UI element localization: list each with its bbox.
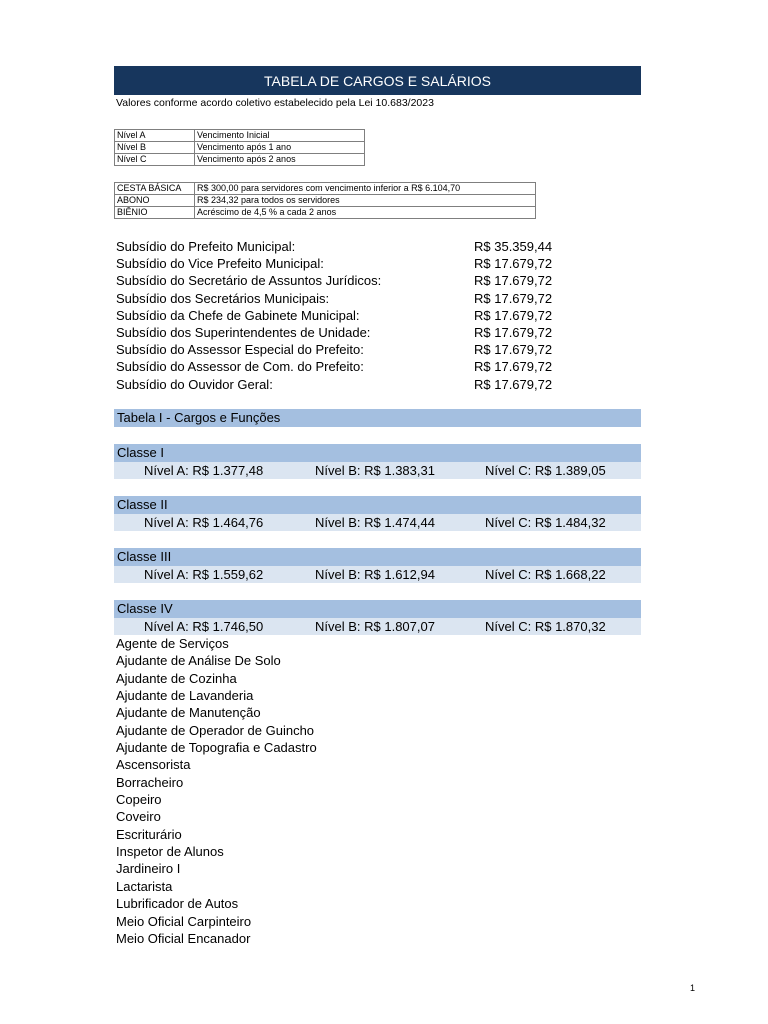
class-name: Classe III bbox=[117, 549, 172, 564]
list-item: Meio Oficial Carpinteiro bbox=[116, 913, 252, 929]
subsidy-row bbox=[116, 238, 566, 255]
subsidy-value: R$ 17.679,72 bbox=[474, 324, 553, 340]
subsidy-label: Subsídio do Assessor de Com. do Prefeito: bbox=[116, 359, 364, 375]
subsidy-value: R$ 17.679,72 bbox=[474, 376, 553, 392]
subsidy-label: Subsídio dos Secretários Municipais: bbox=[116, 290, 330, 306]
list-item: Ajudante de Lavanderia bbox=[116, 688, 254, 704]
subsidy-row bbox=[116, 376, 566, 393]
list-item: Jardineiro I bbox=[116, 861, 181, 877]
level-b-value: Nível B: R$ 1.474,44 bbox=[315, 515, 435, 530]
subsidy-row bbox=[116, 255, 566, 272]
class-levels-row bbox=[114, 514, 641, 531]
page-title-bar bbox=[114, 66, 641, 95]
subsidy-value: R$ 17.679,72 bbox=[474, 307, 553, 323]
page-number: 1 bbox=[690, 983, 696, 993]
table-title: Tabela I - Cargos e Funções bbox=[117, 410, 281, 425]
level-b-value: Nível B: R$ 1.612,94 bbox=[315, 567, 435, 582]
class-name: Classe I bbox=[117, 445, 164, 460]
subsidy-row bbox=[116, 307, 566, 324]
table-cell: CESTA BÁSICA bbox=[115, 183, 195, 195]
list-item: Lubrificador de Autos bbox=[116, 896, 239, 912]
list-item: Inspetor de Alunos bbox=[116, 844, 224, 860]
benefits-table bbox=[114, 182, 536, 219]
list-item: Copeiro bbox=[116, 792, 162, 808]
table-row bbox=[115, 183, 536, 195]
list-item: Ajudante de Operador de Guincho bbox=[116, 722, 315, 738]
subsidy-label: Subsídio do Prefeito Municipal: bbox=[116, 239, 296, 254]
table-cell: R$ 300,00 para servidores com vencimento inferior a R$ 6.104,70 bbox=[195, 183, 536, 195]
subsidy-value: R$ 17.679,72 bbox=[474, 359, 553, 375]
list-item: Coveiro bbox=[116, 809, 161, 825]
table-row bbox=[115, 154, 365, 166]
level-a-value: Nível A: R$ 1.559,62 bbox=[144, 567, 264, 582]
levels-table bbox=[114, 129, 365, 166]
level-c-value: Nível C: R$ 1.389,05 bbox=[485, 463, 606, 478]
table-row bbox=[115, 207, 536, 219]
subsidy-row bbox=[116, 290, 566, 307]
table-cell: Acréscimo de 4,5 % a cada 2 anos bbox=[195, 207, 536, 219]
list-item: Ajudante de Cozinha bbox=[116, 670, 237, 686]
table-cell: Nível B bbox=[115, 142, 195, 154]
subsidy-list bbox=[116, 238, 566, 393]
table-cell: ABONO bbox=[115, 195, 195, 207]
subsidy-value: R$ 17.679,72 bbox=[474, 290, 553, 306]
level-c-value: Nível C: R$ 1.484,32 bbox=[485, 515, 606, 530]
class-header bbox=[114, 600, 641, 618]
subsidy-value: R$ 17.679,72 bbox=[474, 342, 553, 358]
table-cell: R$ 234,32 para todos os servidores bbox=[195, 195, 536, 207]
job-list bbox=[116, 635, 317, 947]
subsidy-value: R$ 35.359,44 bbox=[474, 239, 553, 254]
subsidy-row bbox=[116, 358, 566, 375]
page-subtitle: Valores conforme acordo coletivo estabelecido pela Lei 10.683/2023 bbox=[116, 97, 434, 109]
subsidy-row bbox=[116, 324, 566, 341]
table-row bbox=[115, 142, 365, 154]
level-a-value: Nível A: R$ 1.377,48 bbox=[144, 463, 264, 478]
list-item: Agente de Serviços bbox=[116, 636, 229, 651]
class-header bbox=[114, 496, 641, 514]
subsidy-row bbox=[116, 272, 566, 289]
table-row bbox=[115, 130, 365, 142]
class-levels-row bbox=[114, 566, 641, 583]
list-item: Ajudante de Análise De Solo bbox=[116, 653, 281, 669]
table-cell: Vencimento Inicial bbox=[195, 130, 365, 142]
list-item: Meio Oficial Encanador bbox=[116, 930, 251, 946]
level-b-value: Nível B: R$ 1.807,07 bbox=[315, 619, 435, 634]
class-levels-row bbox=[114, 618, 641, 635]
list-item: Escriturário bbox=[116, 826, 182, 842]
subsidy-value: R$ 17.679,72 bbox=[474, 256, 553, 272]
class-header bbox=[114, 444, 641, 462]
list-item: Lactarista bbox=[116, 878, 173, 894]
level-a-value: Nível A: R$ 1.464,76 bbox=[144, 515, 264, 530]
list-item: Borracheiro bbox=[116, 774, 184, 790]
table-cell: Vencimento após 2 anos bbox=[195, 154, 365, 166]
level-a-value: Nível A: R$ 1.746,50 bbox=[144, 619, 264, 634]
table-row bbox=[115, 195, 536, 207]
class-header bbox=[114, 548, 641, 566]
list-item: Ascensorista bbox=[116, 757, 191, 773]
subsidy-label: Subsídio da Chefe de Gabinete Municipal: bbox=[116, 307, 360, 323]
subsidy-row bbox=[116, 341, 566, 358]
level-c-value: Nível C: R$ 1.870,32 bbox=[485, 619, 606, 634]
class-name: Classe IV bbox=[117, 601, 173, 616]
table-cell: Nível C bbox=[115, 154, 195, 166]
table-cell: Vencimento após 1 ano bbox=[195, 142, 365, 154]
page-title: TABELA DE CARGOS E SALÁRIOS bbox=[264, 72, 491, 89]
subsidy-label: Subsídio do Vice Prefeito Municipal: bbox=[116, 256, 324, 272]
subsidy-label: Subsídio do Ouvidor Geral: bbox=[116, 376, 273, 392]
level-c-value: Nível C: R$ 1.668,22 bbox=[485, 567, 606, 582]
subsidy-value: R$ 17.679,72 bbox=[474, 273, 553, 289]
table-cell: BIÊNIO bbox=[115, 207, 195, 219]
table-cell: Nível A bbox=[115, 130, 195, 142]
table-title-band bbox=[114, 409, 641, 427]
list-item: Ajudante de Topografia e Cadastro bbox=[116, 740, 317, 756]
subsidy-label: Subsídio dos Superintendentes de Unidade: bbox=[116, 324, 371, 340]
list-item: Ajudante de Manutenção bbox=[116, 705, 261, 721]
subsidy-label: Subsídio do Assessor Especial do Prefeito: bbox=[116, 342, 364, 358]
subsidy-label: Subsídio do Secretário de Assuntos Jurídicos: bbox=[116, 273, 382, 289]
class-name: Classe II bbox=[117, 497, 168, 512]
level-b-value: Nível B: R$ 1.383,31 bbox=[315, 463, 435, 478]
class-levels-row bbox=[114, 462, 641, 479]
